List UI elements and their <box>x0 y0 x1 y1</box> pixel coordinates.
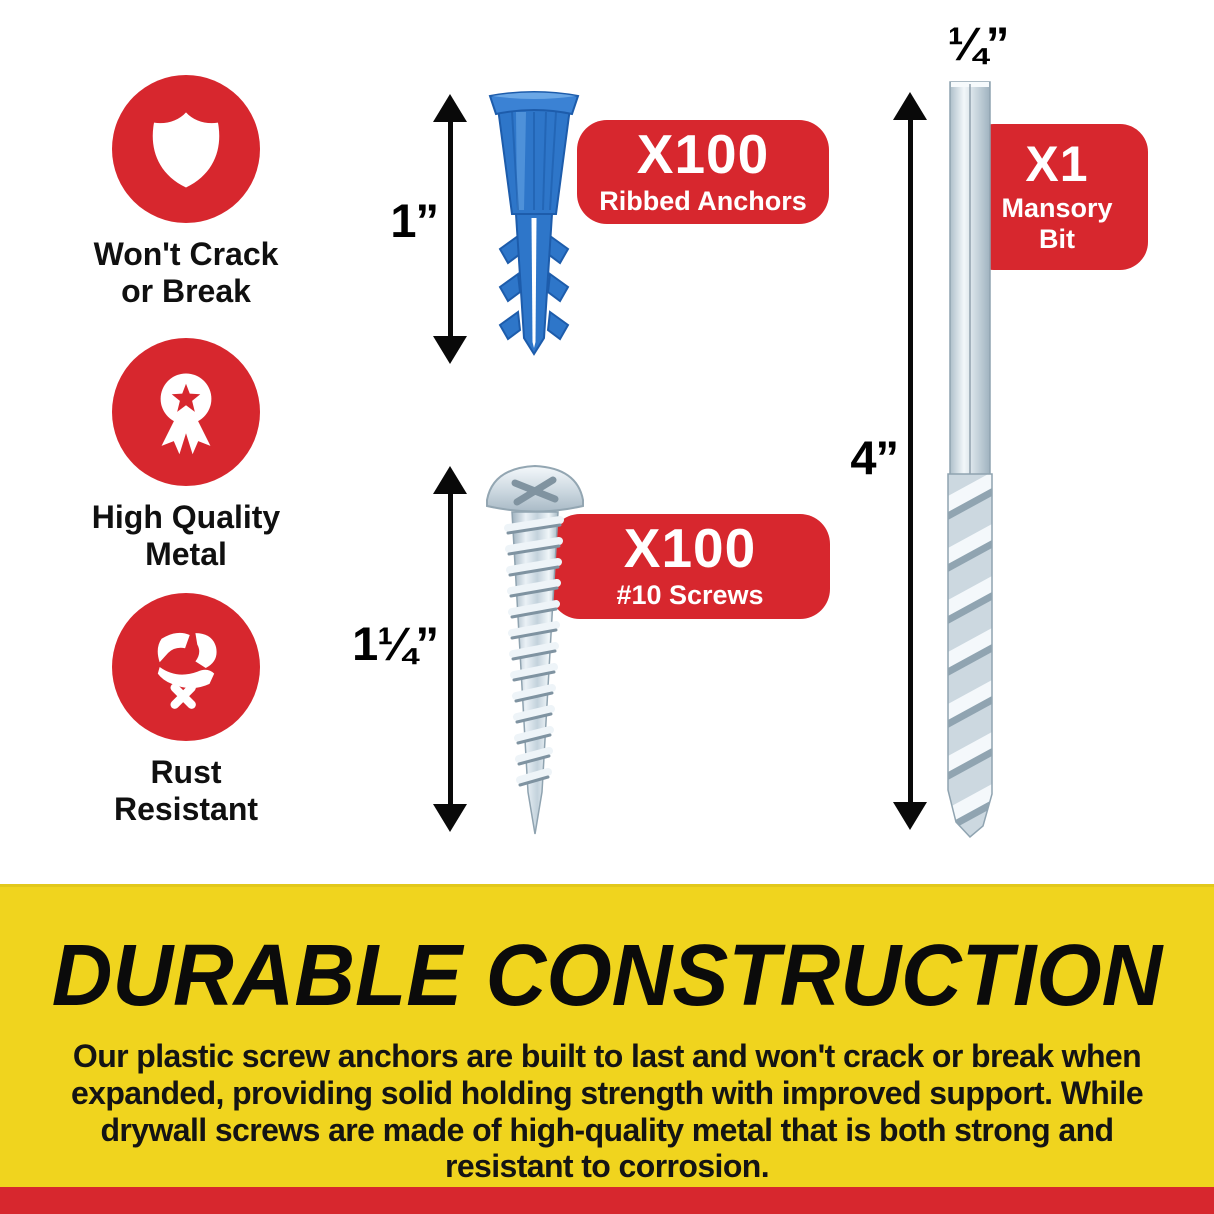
bit-count: X1 <box>1025 135 1089 192</box>
screw-count: X100 <box>623 517 757 580</box>
arrow-down-icon <box>893 802 927 830</box>
anchor-count: X100 <box>636 122 770 185</box>
banner-title: DURABLE CONSTRUCTION <box>51 926 1163 1024</box>
ribbed-anchor-illustration <box>486 86 582 364</box>
bit-dimension-arrow <box>892 92 928 830</box>
arrow-shaft <box>908 108 913 814</box>
arrow-shaft <box>448 482 453 816</box>
feature-label-line2: Metal <box>145 536 227 573</box>
feature-label-line1: Rust <box>150 754 222 790</box>
bottom-red-stripe <box>0 1187 1214 1214</box>
feature-rust-resistant <box>61 593 311 828</box>
bit-diameter-label: ¼” <box>947 17 1009 70</box>
screw-illustration <box>478 460 592 844</box>
screw-dimension-arrow <box>432 466 468 832</box>
feature-label-line2: Resistant <box>113 791 259 828</box>
shield-icon <box>112 75 260 223</box>
feature-high-quality <box>61 338 311 573</box>
arrow-down-icon <box>433 804 467 832</box>
bit-length-label: 4” <box>850 431 898 484</box>
screw-length-label: 1¼” <box>352 617 438 670</box>
feature-label <box>61 236 311 310</box>
arrow-down-icon <box>433 336 467 364</box>
feature-label-line1: High Quality <box>91 499 281 535</box>
feature-label-line2: or Break <box>121 273 251 310</box>
anchor-length-label: 1” <box>390 194 438 247</box>
feature-label-line1: Won't Crack <box>93 236 279 272</box>
arrow-shaft <box>448 110 453 348</box>
durable-construction-banner <box>0 884 1214 1187</box>
feature-label <box>61 499 311 573</box>
rust-resistant-icon <box>112 593 260 741</box>
bit-badge-label-line1: Mansory <box>1001 192 1113 223</box>
masonry-bit-illustration <box>944 78 996 840</box>
anchor-badge-label: Ribbed Anchors <box>599 185 807 216</box>
anchor-count-badge <box>577 120 829 224</box>
screw-badge-label: #10 Screws <box>616 580 764 611</box>
bit-badge-label-line2: Bit <box>1039 224 1075 254</box>
feature-wont-crack <box>61 75 311 310</box>
feature-label <box>61 754 311 828</box>
anchor-dimension-arrow <box>432 94 468 364</box>
screw-count-badge <box>550 514 830 619</box>
medal-icon <box>112 338 260 486</box>
banner-body-text: Our plastic screw anchors are built to last and won't crack or break when expanded, providing solid holding strength with improved support. While drywall screws are made of high-quality metal that is both strong and resistant to corrosion. <box>70 1038 1144 1185</box>
